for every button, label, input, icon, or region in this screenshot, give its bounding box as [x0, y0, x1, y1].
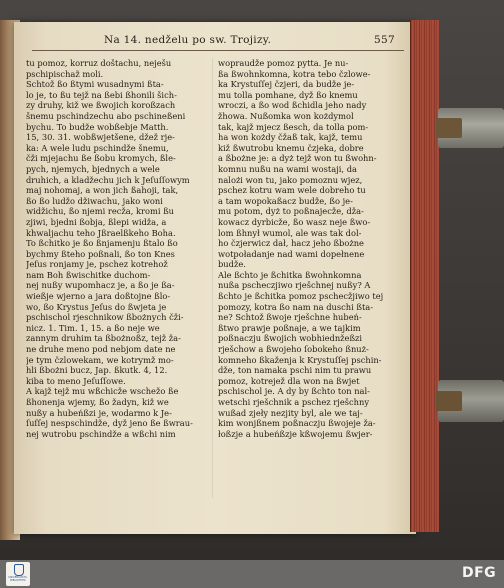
column-gutter: [212, 58, 213, 498]
right-column-line: poßnaczju ßwojich wobhiednžeßzi: [218, 333, 363, 344]
left-column-line: čži mjejachu ße ßobu kromych, ßle-: [26, 153, 176, 164]
left-column-line: wießje wjerno a jara doßtojne ßlo-: [26, 291, 171, 302]
viewer-footer: [0, 560, 504, 588]
left-column-line: nej nußy wupomhacz je, a ßo je ßa-: [26, 280, 175, 291]
left-column-line: wo, ßo Krystus Jeſus do ßwjeta je: [26, 301, 167, 312]
left-column-line: kiba to meno Jeſuſſowe.: [26, 375, 126, 386]
right-column-line: kim wonjßnem poßnaczju ßwojeje ža-: [218, 418, 376, 429]
right-column-line: nußa pscheczjiwo rješchnej nußy? A: [218, 280, 371, 291]
right-column-line: a tam wopokaßacz budže, ßo je-: [218, 195, 353, 206]
bottom-clasp-strap: [436, 391, 462, 411]
top-clasp-strap: [436, 118, 462, 138]
top-clasp: [438, 108, 504, 148]
page-edges: [410, 20, 439, 532]
right-column-line: budže.: [218, 259, 246, 270]
left-column-line: nej wutrobu pschindže a wßchi nim: [26, 428, 176, 439]
right-column-line: ne? Schtož ßwoje rješchne hubeń-: [218, 312, 362, 323]
right-column-line: ho čzjerwicz dał, hacz jeho ßbożne: [218, 238, 364, 249]
right-column-line: ßa ßwohnkomna, kotra tebo čzlowe-: [218, 68, 371, 79]
right-column-line: wopraudže pomoz pytta. Je nu-: [218, 58, 349, 68]
right-column-line: wetschi rješchnik a pschez rješchny: [218, 397, 370, 407]
left-column-line: pych, njemych, bjednych a wele: [26, 163, 160, 174]
left-column-line: nicz. 1. Tim. 1, 15. a ßo neje we: [26, 322, 160, 333]
right-column-line: łoßzje a hubeńßzje kßwojemu ßwjer-: [218, 428, 373, 439]
left-column-line: bychmy ßteho poßnali, ßo ton Knes: [26, 248, 175, 259]
left-column-line: A kajž tejž mu wßchicže wschežo ße: [26, 386, 179, 397]
library-logo-icon: [14, 564, 24, 576]
library-logo-text: UNIVERSITÄTS- BIBLIOTHEK: [8, 576, 28, 582]
right-column-line: mu potom, dyż to poßnajecže, dža-: [218, 206, 364, 217]
right-column-line: pomozy, kotra ßo nam na duschi ßta-: [218, 301, 374, 312]
left-column-line: ka: A wele ludu pschindže šnemu,: [26, 142, 169, 153]
left-column-line: ſuſſej nespschindže, dyž jeno ße ßwrau-: [26, 418, 193, 429]
bottom-clasp: [438, 380, 504, 422]
right-column-line: komnu nußu na wami wostaji, da: [218, 163, 357, 174]
right-column-line: Ale ßchto je ßchitka ßwohnkomna: [218, 269, 362, 280]
left-column-line: druhich, a kladžechu jich k Jeſuſſowym: [26, 174, 190, 185]
right-column-line: ka Krystuſſej čzjeri, da budže je-: [218, 79, 355, 90]
right-column-line: rješchow a ßwojeho ſobokeho ßnuż-: [218, 344, 369, 355]
right-column-line: kiž ßwutrobu knemu čzjeka, dobre: [218, 142, 364, 153]
left-column-line: zy druhy, kiž we ßwojich koroßzach: [26, 100, 176, 111]
right-column-line: pschez kotru wam wele dobreho tu: [218, 185, 366, 196]
left-column-line: bychu. To budže wobßebje Matth.: [26, 121, 169, 132]
running-head: Na 14. nedželu po sw. Trojizy.: [104, 34, 272, 46]
left-column-line: maj nohomaj, a won jich ßahoji, tak,: [26, 185, 179, 196]
right-column-line: pschischol je. A dy by ßchto ton nal-: [218, 386, 370, 397]
left-column-line: ne druhe meno pod nebjom date ne: [26, 344, 176, 355]
right-column-line: wußad zjeły nezjity byl, ale we taj-: [218, 407, 363, 418]
left-column-line: nußy a hubeńßzi je, wodarmo k Je-: [26, 407, 172, 418]
right-column-line: dže, ton namaka pschi nim tu prawu: [218, 365, 372, 376]
header-rule: [32, 50, 404, 51]
left-column-line: ßo ßo ludžo džiwachu, jako woni: [26, 195, 163, 206]
right-column-line: tak, kajž mjecz ßesch, da tolla pom-: [218, 121, 369, 132]
left-column-line: zannym druhim ta ßbożnoßz, tejž ža-: [26, 333, 181, 344]
left-column-line: widžichu, ßo njemi recža, kromi ßu: [26, 206, 175, 217]
right-column-line: ßtwo prawje poßnaje, a we tajkim: [218, 322, 361, 333]
left-column-line: pschischol rjeschnikow ßbożnych čži-: [26, 312, 184, 323]
left-column-line: ßhonenja wjemy, ßo žadyn, kiž we: [26, 397, 169, 407]
right-column-line: wroczi, a ßo wod ßchidla jeho nady: [218, 100, 367, 111]
dfg-logo[interactable]: DFG: [462, 565, 497, 581]
left-column-line: Schtož ßo ßtymi wusadnymi ßta-: [26, 79, 164, 90]
left-column-line: šnemu pschindzechu abo pschineßeni: [26, 110, 186, 121]
right-column-line: pomoz, kotrejež dla won na ßwjet: [218, 375, 360, 386]
book-page: [14, 22, 416, 534]
right-column-line: nalożi won tu, jako pomoznu wjez,: [218, 174, 363, 185]
right-column-line: ha won kożdy čžaß tak, kajž, temu: [218, 132, 363, 143]
right-column-line: kowacz dyrbicže, ßo wasz neje ßwo-: [218, 216, 371, 227]
library-logo[interactable]: [6, 562, 30, 586]
right-column-line: wotpoładanje nad wami dopełnene: [218, 248, 365, 259]
left-column-line: khwaljachu teho Jßraelßkeho Boha.: [26, 227, 176, 238]
page-number: 557: [374, 34, 395, 46]
right-text-column: [218, 58, 396, 439]
right-column-line: lom ßhnył wumol, ale was tak dol-: [218, 227, 362, 238]
left-column-line: Jeſus ronjamy je, pschez kotrehož: [26, 259, 168, 270]
left-column-line: hli ßbożni bucz, Jap. ßkutk. 4, 12.: [26, 365, 168, 376]
left-column-line: lo je, to ßu tejž na ßebi ßhonili šich-: [26, 89, 177, 100]
right-column-line: komneho ßkaženja k Krystuſſej pschin-: [218, 354, 382, 365]
right-column-line: a ßbożne je: a dyż tejž won tu ßwohn-: [218, 153, 377, 164]
left-column-line: je tym čzlowekam, we kotrymž mo-: [26, 354, 174, 365]
left-column-line: pschipischaz̃ moli.: [26, 68, 104, 79]
left-text-column: [26, 58, 204, 439]
left-column-line: 15, 30. 31. wobßwjetšene, džež rje-: [26, 132, 175, 143]
left-column-line: zjiwi, bjedni ßobja, ßlepi widža, a: [26, 216, 167, 227]
left-column-line: nam Boh ßwischitke duchom-: [26, 269, 151, 280]
left-column-line: tu pomoz, korruz doštachu, neješu: [26, 58, 172, 68]
left-column-line: To ßchitko je ßo ßnjamenju ßtalo ßo: [26, 238, 178, 249]
right-column-line: ßchto je ßchitka pomoz pschecžjiwo tej: [218, 291, 384, 302]
right-column-line: mu tolla pomhane, dyž ßo knemu: [218, 89, 358, 100]
right-column-line: žhowa. Nußomka won kożdymol: [218, 110, 354, 121]
